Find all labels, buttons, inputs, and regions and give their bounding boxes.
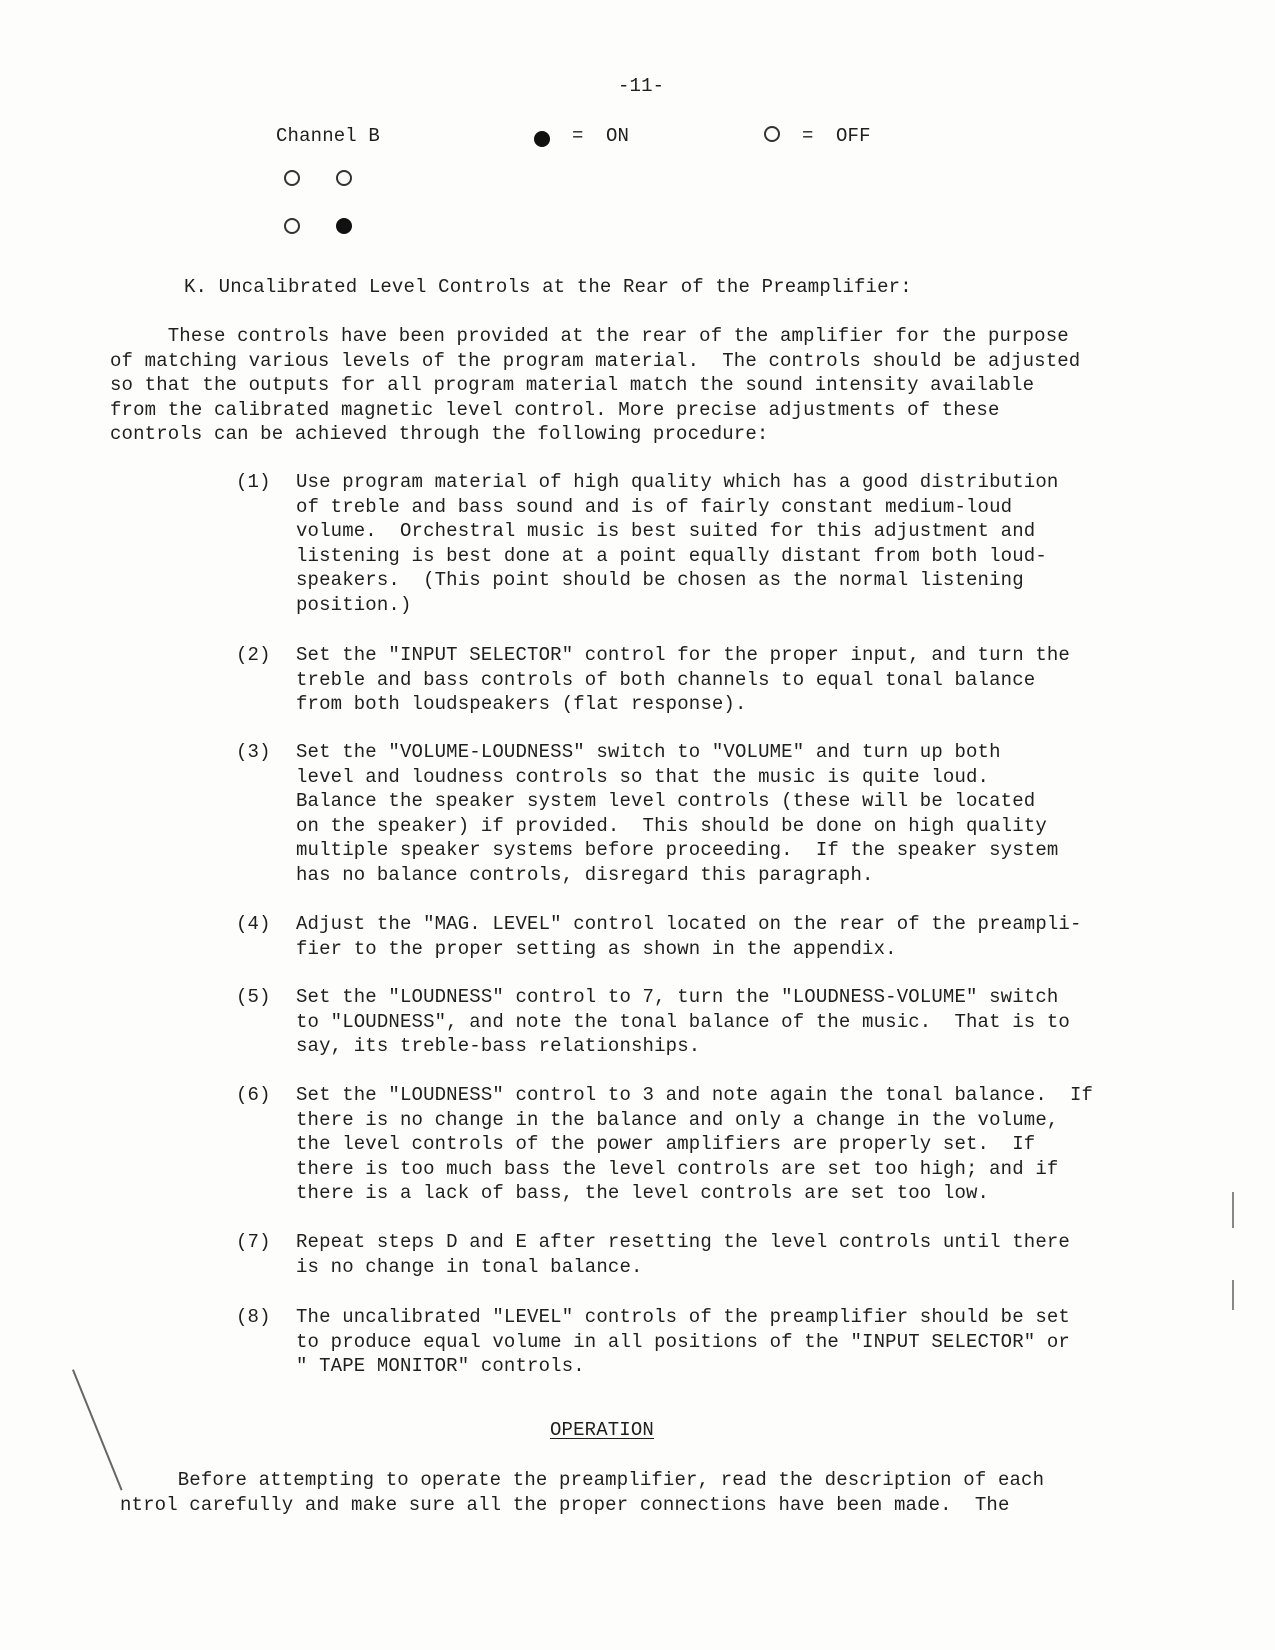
step-text: Set the "INPUT SELECTOR" control for the proper input, and turn the treble and bass controls of both channels to equal tonal balance from both loudspeakers (flat response). xyxy=(296,644,1070,715)
off-label: OFF xyxy=(836,125,871,147)
step-number: (5) xyxy=(236,986,271,1008)
step-text: Repeat steps D and E after resetting the level controls until there is no change in tonal balance. xyxy=(296,1231,1070,1278)
step-number: (7) xyxy=(236,1231,271,1253)
step-number: (3) xyxy=(236,741,271,763)
step-text: Adjust the "MAG. LEVEL" control located on the rear of the preampli- fier to the proper setting as shown in the appendix. xyxy=(296,913,1082,960)
section-heading: K. Uncalibrated Level Controls at the Rear of the Preamplifier: xyxy=(184,276,912,298)
step-text: Set the "VOLUME-LOUDNESS" switch to "VOLUME" and turn up both level and loudness controls so that the music is quite loud. Balance the speaker system level controls (these will be located on the speaker) if provided. This should be done on high quality multiple speaker systems before proceeding. If the speaker system has no balance controls, disregard this paragraph. xyxy=(296,741,1059,886)
step-text: The uncalibrated "LEVEL" controls of the preamplifier should be set to produce equal volume in all positions of the "INPUT SELECTOR" or " TAPE MONITOR" controls. xyxy=(296,1306,1070,1377)
open-circle-icon xyxy=(336,170,352,186)
on-equals: = xyxy=(572,125,584,147)
step-number: (2) xyxy=(236,644,271,666)
step-text: Set the "LOUDNESS" control to 3 and note again the tonal balance. If there is no change in the balance and only a change in the volume, the level controls of the power amplifiers are properly set. If there is too much bass the level controls are set too high; and if there is a lack of bass, the level controls are set too low. xyxy=(296,1084,1094,1204)
operation-heading: OPERATION xyxy=(550,1419,654,1441)
open-circle-icon xyxy=(284,170,300,186)
filled-circle-icon xyxy=(336,218,352,234)
filled-circle-icon xyxy=(534,131,550,147)
open-circle-icon xyxy=(284,218,300,234)
scan-artifact-mark xyxy=(1232,1280,1234,1310)
intro-paragraph: These controls have been provided at the rear of the amplifier for the purpose of matching various levels of the program material. The controls should be adjusted so that the outputs for all program material match the sound intensity available from the calibrated magnetic level control. More precise adjustments of these controls can be achieved through the following procedure: xyxy=(110,325,1081,445)
off-equals: = xyxy=(802,125,814,147)
scan-artifact-mark xyxy=(1232,1192,1234,1228)
on-label: ON xyxy=(606,125,630,147)
channel-label: Channel B xyxy=(276,125,380,147)
page-number: -11- xyxy=(618,75,665,97)
step-number: (4) xyxy=(236,913,271,935)
step-text: Set the "LOUDNESS" control to 7, turn the "LOUDNESS-VOLUME" switch to "LOUDNESS", and note the tonal balance of the music. That is to say, its treble-bass relationships. xyxy=(296,986,1070,1057)
open-circle-icon xyxy=(764,126,780,142)
step-number: (6) xyxy=(236,1084,271,1106)
step-number: (8) xyxy=(236,1306,271,1328)
step-number: (1) xyxy=(236,471,271,493)
scan-artifact-line xyxy=(72,1369,123,1490)
closing-paragraph: Before attempting to operate the preamplifier, read the description of each ntrol carefully and make sure all the proper connections have been made. The xyxy=(120,1469,1045,1516)
step-text: Use program material of high quality which has a good distribution of treble and bass sound and is of fairly constant medium-loud volume. Orchestral music is best suited for this adjustment and listening is best done at a point equally distant from both loud- speakers. (This point should be chosen as the normal listening position.) xyxy=(296,471,1059,616)
